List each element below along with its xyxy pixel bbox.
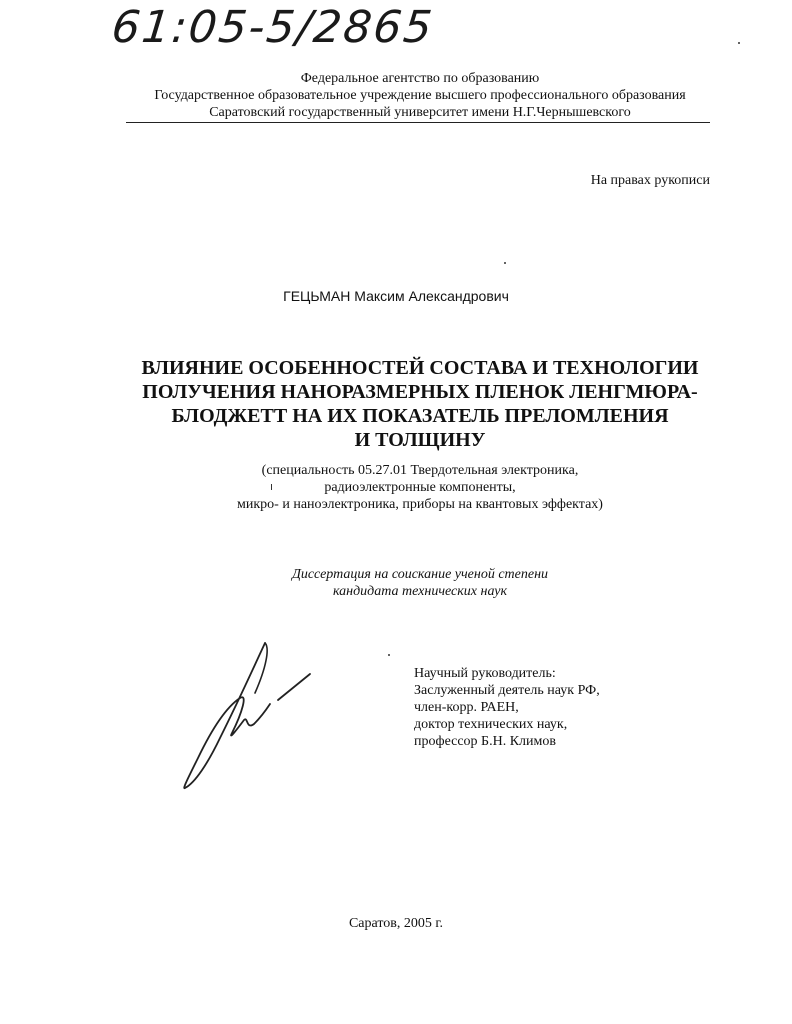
scan-speck bbox=[738, 42, 740, 44]
degree-line-2: кандидата технических наук bbox=[332, 584, 508, 599]
specialty-line-3: микро- и наноэлектроника, приборы на квантовых эффектах) bbox=[237, 497, 603, 512]
specialty-line-1: (специальность 05.27.01 Твердотельная электроника, bbox=[261, 463, 579, 478]
title-line-3: БЛОДЖЕТТ НА ИХ ПОКАЗАТЕЛЬ ПРЕЛОМЛЕНИЯ bbox=[171, 405, 669, 427]
archive-code-handwritten: 61:05-5/2865 bbox=[109, 2, 437, 53]
manuscript-rights-note: На правах рукописи bbox=[590, 173, 710, 188]
scan-speck bbox=[504, 262, 506, 264]
supervisor-line-4: доктор технических наук, bbox=[414, 717, 568, 732]
degree-statement bbox=[120, 566, 720, 600]
dissertation-title bbox=[100, 356, 740, 452]
title-line-2: ПОЛУЧЕНИЯ НАНОРАЗМЕРНЫХ ПЛЕНОК ЛЕНГМЮРА- bbox=[142, 381, 698, 403]
header-line-agency: Федеральное агентство по образованию bbox=[300, 71, 540, 86]
scan-speck bbox=[271, 484, 272, 490]
header-line-university: Саратовский государственный университет имени Н.Г.Чернышевского bbox=[209, 105, 631, 120]
specialty-block bbox=[110, 462, 730, 513]
header-line-institution-type: Государственное образовательное учреждение высшего профессионального образования bbox=[154, 88, 686, 103]
scientific-supervisor bbox=[414, 665, 600, 750]
scan-speck bbox=[388, 654, 390, 656]
supervisor-line-5: профессор Б.Н. Климов bbox=[414, 734, 556, 749]
institution-header bbox=[120, 70, 720, 121]
author-name: ГЕЦЬМАН Максим Александрович bbox=[283, 288, 509, 304]
supervisor-line-2: Заслуженный деятель наук РФ, bbox=[414, 683, 600, 698]
title-line-4: И ТОЛЩИНУ bbox=[354, 429, 486, 451]
specialty-line-2: радиоэлектронные компоненты, bbox=[324, 480, 516, 495]
degree-line-1: Диссертация на соискание ученой степени bbox=[291, 567, 549, 582]
supervisor-line-1: Научный руководитель: bbox=[414, 666, 556, 681]
signature-scribble bbox=[170, 638, 320, 798]
supervisor-line-3: член-корр. РАЕН, bbox=[414, 700, 519, 715]
title-line-1: ВЛИЯНИЕ ОСОБЕННОСТЕЙ СОСТАВА И ТЕХНОЛОГИИ bbox=[141, 357, 699, 379]
header-divider bbox=[126, 122, 710, 123]
city-and-year: Саратов, 2005 г. bbox=[348, 916, 444, 931]
